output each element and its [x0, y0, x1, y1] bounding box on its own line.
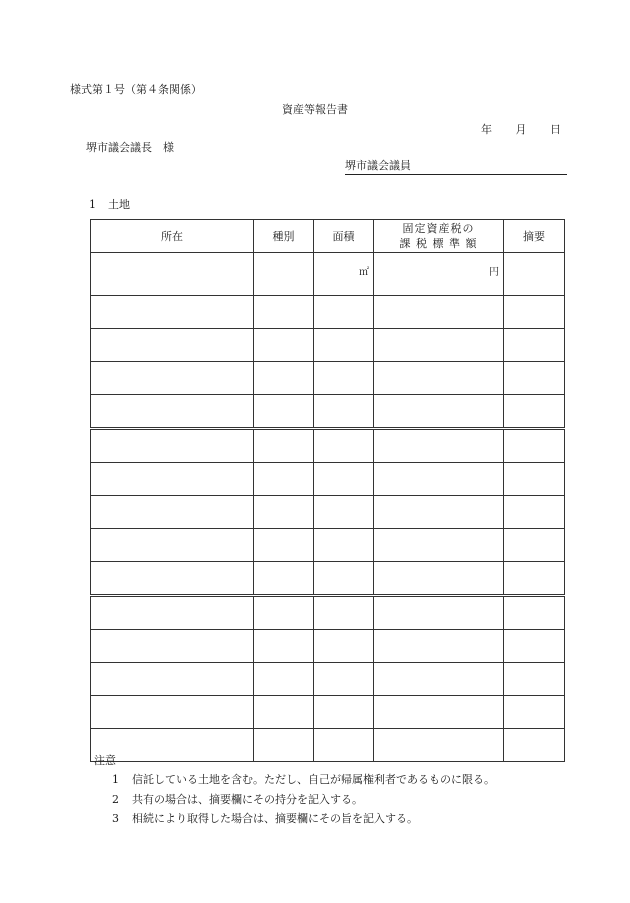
table-body — [91, 253, 565, 762]
column-header-type: 種別 — [254, 220, 314, 253]
tax-unit-label: 円 — [374, 253, 504, 296]
section-label: 土地 — [108, 198, 130, 211]
cell-area[interactable] — [314, 529, 374, 562]
section-title — [89, 196, 130, 212]
table-row — [91, 362, 565, 395]
cell-tax-base[interactable] — [374, 529, 504, 562]
table-row — [91, 529, 565, 562]
date-month-label: 月 — [515, 123, 527, 136]
cell-type[interactable] — [254, 496, 314, 529]
cell-remarks[interactable] — [504, 696, 565, 729]
table-header-row — [91, 220, 565, 253]
cell-remarks[interactable] — [504, 663, 565, 696]
cell-remarks[interactable] — [504, 630, 565, 663]
cell-location[interactable] — [91, 696, 254, 729]
column-header-remarks: 摘要 — [504, 220, 565, 253]
cell-type[interactable] — [254, 296, 314, 329]
cell-area[interactable] — [314, 362, 374, 395]
addressee: 堺市議会議長 様 — [86, 141, 174, 154]
cell-area[interactable] — [314, 463, 374, 496]
cell-type[interactable] — [254, 663, 314, 696]
cell-tax-base[interactable] — [374, 663, 504, 696]
cell-location[interactable] — [91, 429, 254, 463]
cell-area[interactable] — [314, 696, 374, 729]
column-header-location: 所在 — [91, 220, 254, 253]
note-text: 相続により取得した場合は、摘要欄にその旨を記入する。 — [132, 812, 418, 825]
notes-heading: 注意 — [94, 754, 116, 767]
cell-remarks[interactable] — [504, 529, 565, 562]
note-number: 1 — [112, 773, 119, 786]
cell-tax-base[interactable] — [374, 429, 504, 463]
note-number: 3 — [112, 812, 119, 825]
cell-type[interactable] — [254, 596, 314, 630]
table-row — [91, 630, 565, 663]
note-item — [112, 791, 363, 807]
cell-location[interactable] — [91, 395, 254, 429]
cell-remarks[interactable] — [504, 463, 565, 496]
cell-tax-base[interactable] — [374, 562, 504, 596]
cell-type[interactable] — [254, 463, 314, 496]
table-row — [91, 729, 565, 762]
cell-tax-base[interactable] — [374, 496, 504, 529]
cell-area[interactable] — [314, 429, 374, 463]
table-row — [91, 296, 565, 329]
cell-location[interactable] — [91, 529, 254, 562]
cell-location[interactable] — [91, 596, 254, 630]
date-year-label: 年 — [481, 123, 492, 136]
cell-remarks[interactable] — [504, 729, 565, 762]
cell-type[interactable] — [254, 395, 314, 429]
cell-type[interactable] — [254, 630, 314, 663]
section-number: 1 — [89, 198, 96, 211]
cell-area[interactable] — [314, 395, 374, 429]
cell-type[interactable] — [254, 329, 314, 362]
cell-location[interactable] — [91, 329, 254, 362]
cell-area[interactable] — [314, 596, 374, 630]
cell-location[interactable] — [91, 362, 254, 395]
submitter-label: 堺市議会議員 — [345, 159, 411, 172]
table-row — [91, 696, 565, 729]
column-header-tax-base-line2: 課 税 標 準 額 — [399, 237, 478, 250]
table-row — [91, 429, 565, 463]
cell-type[interactable] — [254, 529, 314, 562]
date-line — [481, 121, 561, 137]
cell-remarks[interactable] — [504, 429, 565, 463]
cell-tax-base[interactable] — [374, 296, 504, 329]
cell-remarks[interactable] — [504, 395, 565, 429]
table-row — [91, 496, 565, 529]
column-header-tax-base — [374, 220, 504, 253]
column-header-area: 面積 — [314, 220, 374, 253]
cell-remarks[interactable] — [504, 253, 565, 296]
cell-tax-base[interactable] — [374, 596, 504, 630]
cell-type[interactable] — [254, 362, 314, 395]
cell-tax-base[interactable] — [374, 329, 504, 362]
cell-type[interactable] — [254, 562, 314, 596]
cell-remarks[interactable] — [504, 329, 565, 362]
table-row — [91, 596, 565, 630]
cell-location[interactable] — [91, 253, 254, 296]
cell-type[interactable] — [254, 696, 314, 729]
form-number: 様式第１号（第４条関係） — [70, 83, 202, 96]
submitter-signature-line[interactable] — [345, 157, 567, 175]
cell-location[interactable] — [91, 296, 254, 329]
table-row — [91, 463, 565, 496]
cell-tax-base[interactable] — [374, 696, 504, 729]
note-number: 2 — [112, 793, 119, 806]
document-title: 資産等報告書 — [282, 103, 348, 116]
cell-remarks[interactable] — [504, 496, 565, 529]
note-item — [112, 810, 418, 826]
cell-remarks[interactable] — [504, 562, 565, 596]
cell-location[interactable] — [91, 463, 254, 496]
cell-type[interactable] — [254, 429, 314, 463]
table-row — [91, 395, 565, 429]
cell-remarks[interactable] — [504, 362, 565, 395]
date-day-label: 日 — [550, 123, 561, 136]
cell-remarks[interactable] — [504, 596, 565, 630]
column-header-tax-base-line1: 固定資産税の — [402, 222, 475, 235]
cell-area[interactable] — [314, 729, 374, 762]
cell-area[interactable] — [314, 663, 374, 696]
cell-location[interactable] — [91, 663, 254, 696]
cell-area[interactable] — [314, 329, 374, 362]
table-row — [91, 329, 565, 362]
cell-location[interactable] — [91, 630, 254, 663]
cell-remarks[interactable] — [504, 296, 565, 329]
cell-location[interactable] — [91, 562, 254, 596]
table-row — [91, 663, 565, 696]
cell-type[interactable] — [254, 253, 314, 296]
cell-tax-base[interactable] — [374, 630, 504, 663]
cell-area[interactable] — [314, 562, 374, 596]
note-item — [112, 771, 495, 787]
table-row — [91, 253, 565, 296]
cell-tax-base[interactable] — [374, 395, 504, 429]
cell-area[interactable] — [314, 630, 374, 663]
cell-area[interactable] — [314, 496, 374, 529]
cell-tax-base[interactable] — [374, 463, 504, 496]
table-row — [91, 562, 565, 596]
cell-area[interactable] — [314, 296, 374, 329]
area-unit-label: ㎡ — [314, 253, 374, 296]
land-table — [90, 219, 565, 762]
cell-location[interactable] — [91, 496, 254, 529]
cell-tax-base[interactable] — [374, 362, 504, 395]
note-text: 信託している土地を含む。ただし、自己が帰属権利者であるものに限る。 — [132, 773, 495, 786]
cell-tax-base[interactable] — [374, 729, 504, 762]
cell-type[interactable] — [254, 729, 314, 762]
note-text: 共有の場合は、摘要欄にその持分を記入する。 — [132, 793, 363, 806]
